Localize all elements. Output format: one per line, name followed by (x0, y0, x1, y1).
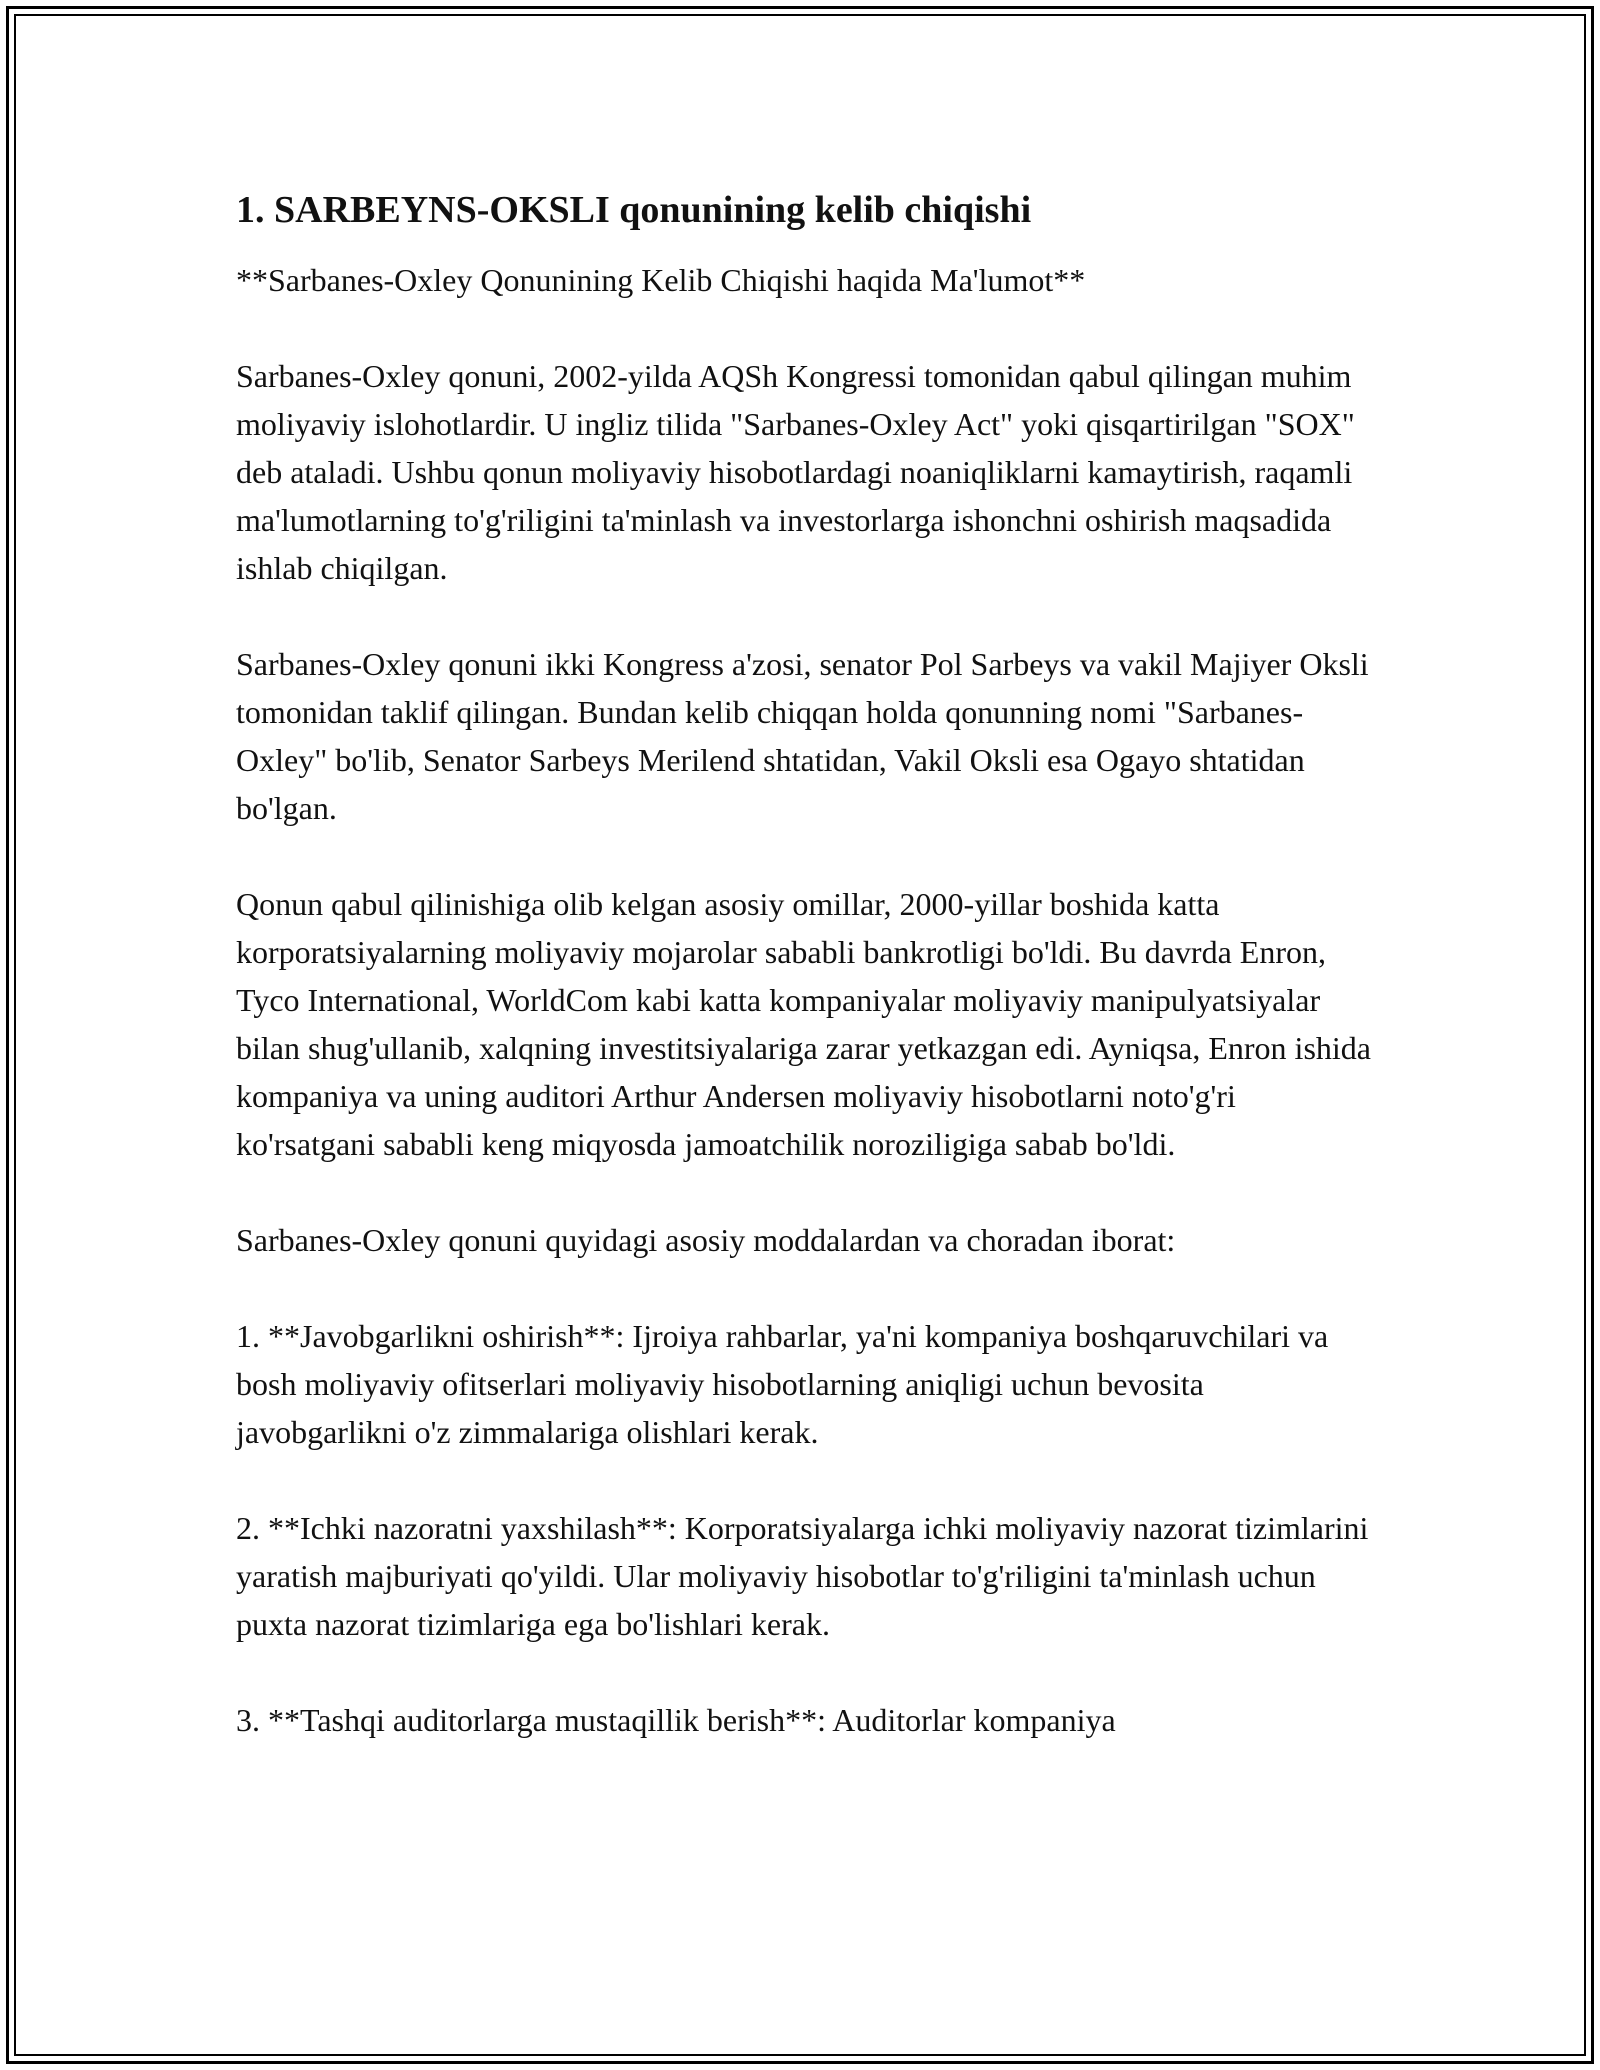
document-body (236, 186, 1376, 1792)
paragraph-provisions-intro: Sarbanes-Oxley qonuni quyidagi asosiy moddalardan va choradan iborat: (236, 1222, 1176, 1258)
list-item-auditor-independence: 3. **Tashqi auditorlarga mustaqillik berish**: Auditorlar kompaniya (236, 1702, 1116, 1738)
document-heading: 1. SARBEYNS-OKSLI qonunining kelib chiqishi (236, 189, 1032, 231)
paragraph-authors: Sarbanes-Oxley qonuni ikki Kongress a'zosi, senator Pol Sarbeys va vakil Majiyer Oksli tomonidan taklif qilingan. Bundan kelib chiqqan holda qonunning nomi "Sarbanes-Oxley" bo'lib, Senator Sarbeys Merilend shtatidan, Vakil Oksli esa Ogayo shtatidan bo'lgan. (236, 646, 1369, 826)
document-subtitle: **Sarbanes-Oxley Qonunining Kelib Chiqishi haqida Ma'lumot** (236, 262, 1086, 298)
paragraph-causes: Qonun qabul qilinishiga olib kelgan asosiy omillar, 2000-yillar boshida katta korporatsiyalarning moliyaviy mojarolar sababli bankrotligi bo'ldi. Bu davrda Enron, Tyco International, WorldCom kabi katta kompaniyalar moliyaviy manipulyatsiyalar bilan shug'ullanib, xalqning investitsiyalariga zarar yetkazgan edi. Ayniqsa, Enron ishida kompaniya va uning auditori Arthur Andersen moliyaviy hisobotlarni noto'g'ri ko'rsatgani sababli keng miqyosda jamoatchilik noroziligiga sabab bo'ldi. (236, 886, 1371, 1162)
list-item-internal-control: 2. **Ichki nazoratni yaxshilash**: Korporatsiyalarga ichki moliyaviy nazorat tizimlarini yaratish majburiyati qo'yildi. Ular moliyaviy hisobotlar to'g'riligini ta'minlash uchun puxta nazorat tizimlariga ega bo'lishlari kerak. (236, 1510, 1369, 1642)
paragraph-intro: Sarbanes-Oxley qonuni, 2002-yilda AQSh Kongressi tomonidan qabul qilingan muhim moliyaviy islohotlardir. U ingliz tilida "Sarbanes-Oxley Act" yoki qisqartirilgan "SOX" deb ataladi. Ushbu qonun moliyaviy hisobotlardagi noaniqliklarni kamaytirish, raqamli ma'lumotlarning to'g'riligini ta'minlash va investorlarga ishonchni oshirish maqsadida ishlab chiqilgan. (236, 358, 1355, 586)
list-item-accountability: 1. **Javobgarlikni oshirish**: Ijroiya rahbarlar, ya'ni kompaniya boshqaruvchilari va bosh moliyaviy ofitserlari moliyaviy hisobotlarning aniqligi uchun bevosita javobgarlikni o'z zimmalariga olishlari kerak. (236, 1318, 1329, 1450)
